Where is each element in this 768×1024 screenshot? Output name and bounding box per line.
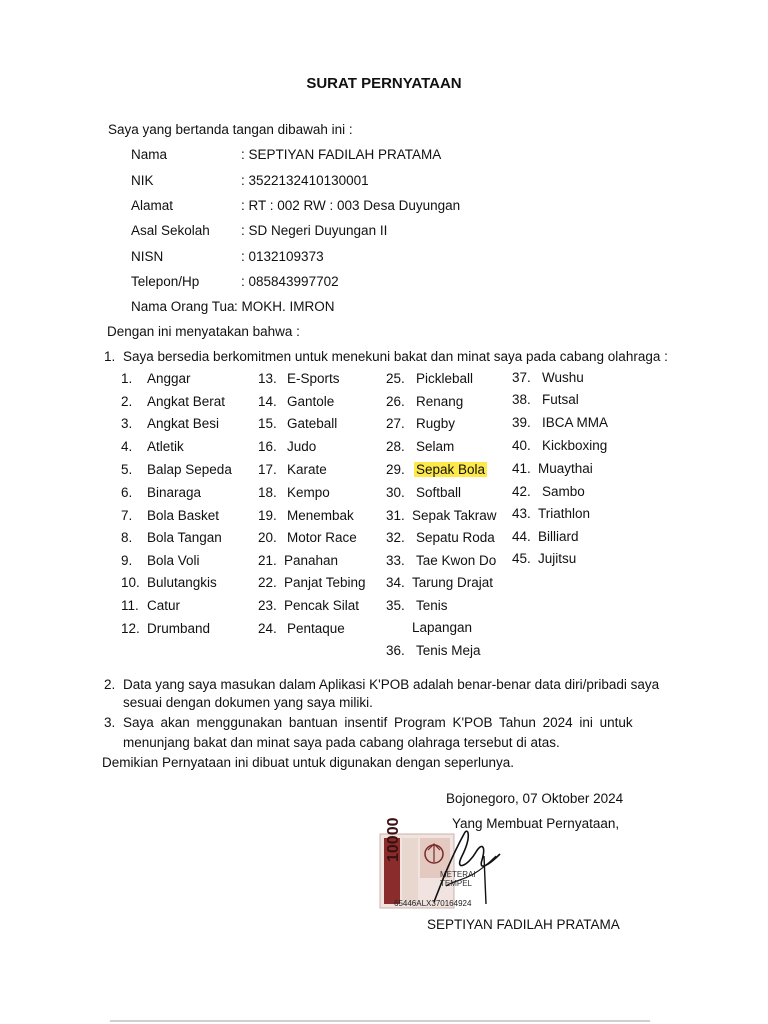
sport-number: 8.: [121, 530, 133, 545]
sport-number: 12.: [121, 621, 140, 636]
sport-name: Tenis Meja: [416, 643, 481, 658]
field-label-nisn: NISN: [131, 249, 164, 264]
sport-number: 40.: [512, 438, 531, 453]
sport-name: Selam: [416, 439, 455, 454]
place-date: Bojonegoro, 07 Oktober 2024: [446, 791, 624, 806]
signer-caption: Yang Membuat Pernyataan,: [452, 816, 620, 831]
sport-name: Anggar: [147, 371, 191, 386]
sport-number: 32.: [386, 530, 405, 545]
sport-number: 1.: [121, 371, 133, 386]
sport-name-continued: Lapangan: [412, 620, 473, 635]
point-3-line-2: menunjang bakat dan minat saya pada cabang olahraga tersebut di atas.: [123, 735, 560, 750]
sport-number: 9.: [121, 553, 133, 568]
sport-number: 25.: [386, 371, 405, 386]
point-1-text: Saya bersedia berkomitmen untuk menekuni bakat dan minat saya pada cabang olahraga :: [123, 349, 668, 364]
sport-number: 23.: [258, 598, 277, 613]
sport-name: Muaythai: [538, 461, 593, 476]
sport-name: Pickleball: [416, 371, 474, 386]
sport-name: Tenis: [416, 598, 448, 613]
sport-name: Balap Sepeda: [147, 462, 232, 477]
sport-number: 21.: [258, 553, 277, 568]
sport-number: 41.: [512, 461, 531, 476]
sport-number: 19.: [258, 508, 277, 523]
page-bottom-edge: [110, 1020, 650, 1022]
sport-name: Bola Voli: [147, 553, 200, 568]
sport-number: 2.: [121, 394, 133, 409]
sport-number: 33.: [386, 553, 405, 568]
field-value-nama: : SEPTIYAN FADILAH PRATAMA: [241, 147, 442, 162]
sport-name: Kempo: [287, 485, 330, 500]
point-1-number: 1.: [104, 349, 116, 364]
sport-name: Pencak Silat: [284, 598, 360, 613]
point-3-number: 3.: [104, 715, 116, 730]
sport-name: Judo: [287, 439, 317, 454]
sport-name: Motor Race: [287, 530, 357, 545]
sport-name: Tarung Drajat: [412, 575, 494, 590]
sport-name: Sambo: [542, 484, 585, 499]
sport-name: Pentaque: [287, 621, 345, 636]
point-2-line-1: Data yang saya masukan dalam Aplikasi K'POB adalah benar-benar data diri/pribadi saya: [123, 677, 660, 692]
intro-text: Saya yang bertanda tangan dibawah ini :: [108, 122, 353, 137]
field-label-asal-sekolah: Asal Sekolah: [131, 223, 210, 238]
signature-mark: [424, 816, 504, 908]
sport-name: Billiard: [538, 529, 579, 544]
meterai-serial: 65446ALX370164924: [394, 899, 472, 908]
meterai-value: 10000: [385, 817, 402, 862]
sport-name: Atletik: [147, 439, 184, 454]
sport-number: 7.: [121, 508, 133, 523]
sport-name: Triathlon: [538, 506, 591, 521]
sport-number: 24.: [258, 621, 277, 636]
sport-name: Angkat Berat: [147, 394, 226, 409]
field-label-nik: NIK: [131, 173, 154, 188]
sport-number: 44.: [512, 529, 531, 544]
field-value-telepon: : 085843997702: [241, 274, 339, 289]
field-label-alamat: Alamat: [131, 198, 174, 213]
sport-number: 45.: [512, 551, 531, 566]
sport-name: Sepatu Roda: [416, 530, 495, 545]
field-value-alamat: : RT : 002 RW : 003 Desa Duyungan: [241, 198, 461, 213]
meterai-text: METERAI TEMPEL: [440, 870, 476, 888]
sport-name: Futsal: [542, 392, 579, 407]
sport-number: 22.: [258, 575, 277, 590]
sport-name: Catur: [147, 598, 181, 613]
field-value-orang-tua: : MOKH. IMRON: [234, 299, 335, 314]
closing-statement: Demikian Pernyataan ini dibuat untuk digunakan dengan seperlunya.: [102, 755, 515, 770]
sport-number: 27.: [386, 416, 405, 431]
sport-number: 26.: [386, 394, 405, 409]
sport-number: 6.: [121, 485, 133, 500]
sport-number: 30.: [386, 485, 405, 500]
signer-name: SEPTIYAN FADILAH PRATAMA: [427, 917, 620, 932]
sport-number: 11.: [121, 598, 139, 613]
sport-number: 42.: [512, 484, 531, 499]
sport-number: 43.: [512, 506, 531, 521]
sport-name: Tae Kwon Do: [416, 553, 497, 568]
document-title: SURAT PERNYATAAN: [306, 75, 462, 92]
sport-number: 34.: [386, 575, 405, 590]
sport-name: Bulutangkis: [147, 575, 217, 590]
statement-intro: Dengan ini menyatakan bahwa :: [107, 324, 300, 339]
meterai-stamp: [378, 817, 496, 910]
sport-name: Bola Basket: [147, 508, 220, 523]
sport-name: E-Sports: [287, 371, 340, 386]
sport-name: Wushu: [542, 370, 584, 385]
sport-number: 15.: [258, 416, 277, 431]
sport-name: Karate: [287, 462, 327, 477]
sport-name: Menembak: [287, 508, 354, 523]
sport-number: 18.: [258, 485, 277, 500]
sport-number: 28.: [386, 439, 405, 454]
sport-name: Kickboxing: [542, 438, 608, 453]
sport-number: 16.: [258, 439, 277, 454]
sport-number: 31.: [386, 508, 405, 523]
sport-name: Drumband: [147, 621, 211, 636]
sport-name: Binaraga: [147, 485, 202, 500]
sport-name: Angkat Besi: [147, 416, 220, 431]
field-value-nik: : 3522132410130001: [241, 173, 369, 188]
sport-name: Gantole: [287, 394, 335, 409]
sport-number: 39.: [512, 415, 531, 430]
sport-number: 38.: [512, 392, 531, 407]
sport-name: Rugby: [416, 416, 456, 431]
sport-name: IBCA MMA: [542, 415, 609, 430]
field-value-nisn: : 0132109373: [241, 249, 324, 264]
sport-name: Gateball: [287, 416, 338, 431]
sport-name-selected: [414, 462, 487, 478]
sport-number: 13.: [258, 371, 277, 386]
sport-number: 37.: [512, 370, 531, 385]
sport-name: Softball: [416, 485, 462, 500]
sport-name: Bola Tangan: [147, 530, 222, 545]
selected-sport-highlight: Sepak Bola: [416, 462, 486, 477]
point-3-line-1: Saya akan menggunakan bantuan insentif Program K'POB Tahun 2024 ini untuk: [123, 715, 633, 730]
field-value-asal-sekolah: : SD Negeri Duyungan II: [241, 223, 388, 238]
sport-number: 17.: [258, 462, 277, 477]
point-2-number: 2.: [104, 677, 116, 692]
sport-number: 4.: [121, 439, 133, 454]
sport-number: 10.: [121, 575, 140, 590]
field-label-orang-tua: Nama Orang Tua: [131, 299, 235, 314]
sport-number: 14.: [258, 394, 277, 409]
field-label-nama: Nama: [131, 147, 168, 162]
sport-name: Renang: [416, 394, 464, 409]
sport-number: 36.: [386, 643, 405, 658]
sport-name: Sepak Takraw: [412, 508, 497, 523]
sport-name: Panahan: [284, 553, 339, 568]
field-label-telepon: Telepon/Hp: [131, 274, 200, 289]
point-2-line-2: sesuai dengan dokumen yang saya miliki.: [123, 695, 373, 710]
sport-name: Jujitsu: [538, 551, 577, 566]
sport-number: 35.: [386, 598, 405, 613]
sport-number: 5.: [121, 462, 133, 477]
sport-number: 29.: [386, 462, 405, 477]
sport-number: 20.: [258, 530, 277, 545]
sport-name: Panjat Tebing: [284, 575, 366, 590]
sport-number: 3.: [121, 416, 133, 431]
